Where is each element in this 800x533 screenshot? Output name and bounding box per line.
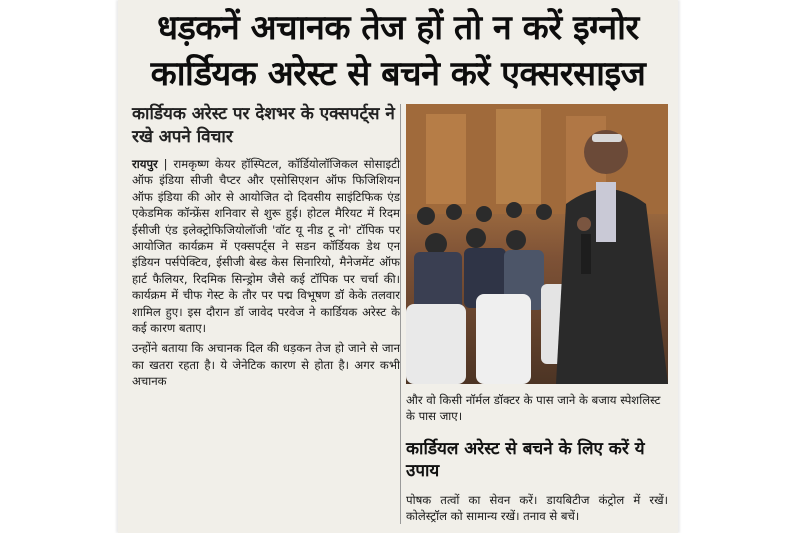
newspaper-clipping xyxy=(118,0,678,533)
conference-photo-illustration xyxy=(406,104,668,384)
article-body-left xyxy=(132,156,400,394)
headline-line-1: धड़कनें अचानक तेज हों तो न करें इग्नोर xyxy=(157,8,639,48)
column-divider xyxy=(400,104,401,524)
article-body-right: पोषक तत्वों का सेवन करें। डायबिटीज कंट्रोल में रखें। कोलेस्ट्रॉल को सामान्य रखें। तनाव से बचें। xyxy=(406,493,668,524)
section-subhead: कार्डियल अरेस्ट से बचने के लिए करें ये उपाय xyxy=(406,439,645,481)
photo-caption: और वो किसी नॉर्मल डॉक्टर के पास जाने के बजाय स्पेशलिस्ट के पास जाए। xyxy=(406,393,661,423)
deck-subtitle: कार्डियक अरेस्ट पर देशभर के एक्सपर्ट्स ने रखे अपने विचार xyxy=(132,104,395,147)
conference-photo xyxy=(406,104,668,384)
paragraph-1: रायपुर | रामकृष्ण केयर हॉस्पिटल, कॉर्डियोलॉजिकल सोसाइटी ऑफ इंडिया सीजी चैप्टर और एसोसिएशन ऑफ फिजिशियन ऑफ इंडिया की ओर से आयोजित दो दिवसीय साइंटिफिक एंड एकेडमिक कॉन्फ्रेंस शनिवार से शुरू हुई। होटल मैरियट में रिदम ईसीजी एंड इलेक्ट्रोफिजियोलॉजी 'वॉट यू नीड टू नो' टॉपिक पर आयोजित कार्यक्रम में एक्सपर्ट्स ने सडन कॉर्डियक डेथ एन इंडियन पर्सपेक्टिव, ईसीजी बेस्ड केस सिनारियो, मैनेजमेंट ऑफ हार्ट फैलियर, रिदमिक सिन्ड्रोम जैसे कई टॉपिक पर चर्चा की। कार्यक्रम में चीफ गेस्ट के तौर पर पद्म विभूषण डॉ केके तलवार शामिल हुए। इस दौरान डॉ जावेद परवेज ने कार्डियक अरेस्ट के कई कारण बताए। xyxy=(132,157,400,336)
headline-line-2: कार्डियक अरेस्ट से बचने करें एक्सरसाइज xyxy=(150,54,646,94)
dateline: रायपुर xyxy=(132,157,158,171)
paragraph-1-text: रामकृष्ण केयर हॉस्पिटल, कॉर्डियोलॉजिकल सोसाइटी ऑफ इंडिया सीजी चैप्टर और एसोसिएशन ऑफ फिजिशियन ऑफ इंडिया की ओर से आयोजित दो दिवसीय साइंटिफिक एंड एकेडमिक कॉन्फ्रेंस शनिवार से शुरू हुई। होटल मैरियट में रिदम ईसीजी एंड इलेक्ट्रोफिजियोलॉजी 'वॉट यू नीड टू नो' टॉपिक पर आयोजित कार्यक्रम में एक्सपर्ट्स ने सडन कॉर्डियक डेथ एन इंडियन पर्सपेक्टिव, ईसीजी बेस्ड केस सिनारियो, मैनेजमेंट ऑफ हार्ट फैलियर, रिदमिक सिन्ड्रोम जैसे कई टॉपिक पर चर्चा की। कार्यक्रम में चीफ गेस्ट के तौर पर पद्म विभूषण डॉ केके तलवार शामिल हुए। इस दौरान डॉ जावेद परवेज ने कार्डियक अरेस्ट के कई कारण बताए। xyxy=(132,157,400,336)
paragraph-2: उन्होंने बताया कि अचानक दिल की धड़कन तेज हो जाने से जान का खतरा रहता है। ये जेनेटिक कारण से होता है। अगर कभी अचानक xyxy=(132,341,400,389)
